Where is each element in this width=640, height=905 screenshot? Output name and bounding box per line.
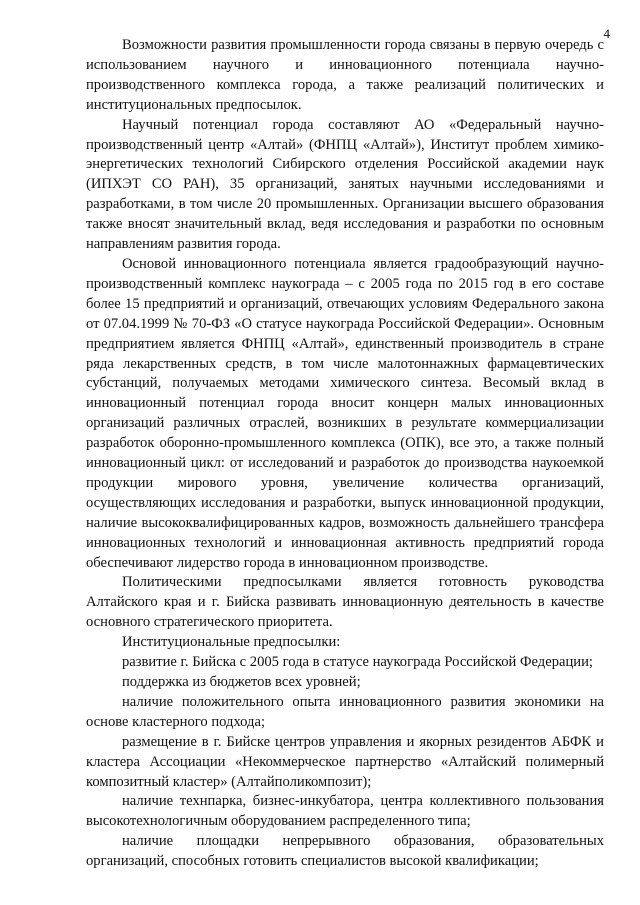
paragraph-scientific-potential: Научный потенциал города составляют АО «Федеральный научно-производственный центр «Алтай» (ФНПЦ «Алтай»), Институт проблем химико-энергетических технологий Сибирского отделения Российской академии наук (ИПХЭТ СО РАН), 35 организаций, занятых научными исследованиями и разработками, в том числе 20 промышленных. Организации высшего образования также вносят значительный вклад, ведя исследования и разработки по основным направлениям развития города. (86, 116, 604, 253)
document-body (86, 36, 604, 872)
list-item: наличие положительного опыта инновационного развития экономики на основе кластерного подхода; (86, 693, 604, 730)
list-item: развитие г. Бийска с 2005 года в статусе наукограда Российской Федерации; (122, 654, 593, 671)
paragraph-institutional-heading: Институциональные предпосылки: (122, 634, 341, 651)
paragraph-political-prerequisites: Политическими предпосылками является готовность руководства Алтайского края и г. Бийска развивать инновационную деятельность в качестве основного стратегического приоритета. (86, 574, 604, 631)
list-item: наличие площадки непрерывного образования, образовательных организаций, способных готовить специалистов высокой квалификации; (86, 833, 604, 870)
list-item: наличие технпарка, бизнес-инкубатора, центра коллективного пользования высокотехнологичным оборудованием распределенного типа; (86, 793, 604, 830)
paragraph-industry-development: Возможности развития промышленности города связаны в первую очередь с использованием научного и инновационного потенциала научно-производственного комплекса города, а также реализаций политических и институциональных предпосылок. (86, 37, 604, 113)
list-item: размещение в г. Бийске центров управления и якорных резидентов АБФК и кластера Ассоциации «Некоммерческое партнерство «Алтайский полимерный композитный кластер» (Алтайполикомпозит); (86, 733, 604, 790)
page-number: 4 (603, 26, 610, 41)
list-item: поддержка из бюджетов всех уровней; (122, 674, 361, 690)
paragraph-innovation-potential: Основой инновационного потенциала является градообразующий научно-производственный комплекс наукограда – с 2005 года по 2015 год в его составе более 15 предприятий и организаций, отвечающих условиям Федерального закона от 07.04.1999 № 70-ФЗ «О статусе наукограда Российской Федерации». Основным предприятием является ФНПЦ «Алтай», единственный производитель в стране ряда лекарственных средств, в том числе малотоннажных фармацевтических субстанций, получаемых методами химического синтеза. Весомый вклад в инновационный потенциал города вносит концерн малых инновационных организаций различных отраслей, возникших в результате коммерциализации разработок оборонно-промышленного комплекса (ОПК), все это, а также полный инновационный цикл: от исследований и разработок до производства наукоемкой продукции мирового уровня, увеличение количества организаций, осуществляющих исследования и разработки, выпуск инновационной продукции, наличие высококвалифицированных кадров, возможность дальнейшего трансфера инновационных технологий и инновационная активность предприятий города обеспечивают лидерство города в инновационном производстве. (86, 255, 604, 571)
